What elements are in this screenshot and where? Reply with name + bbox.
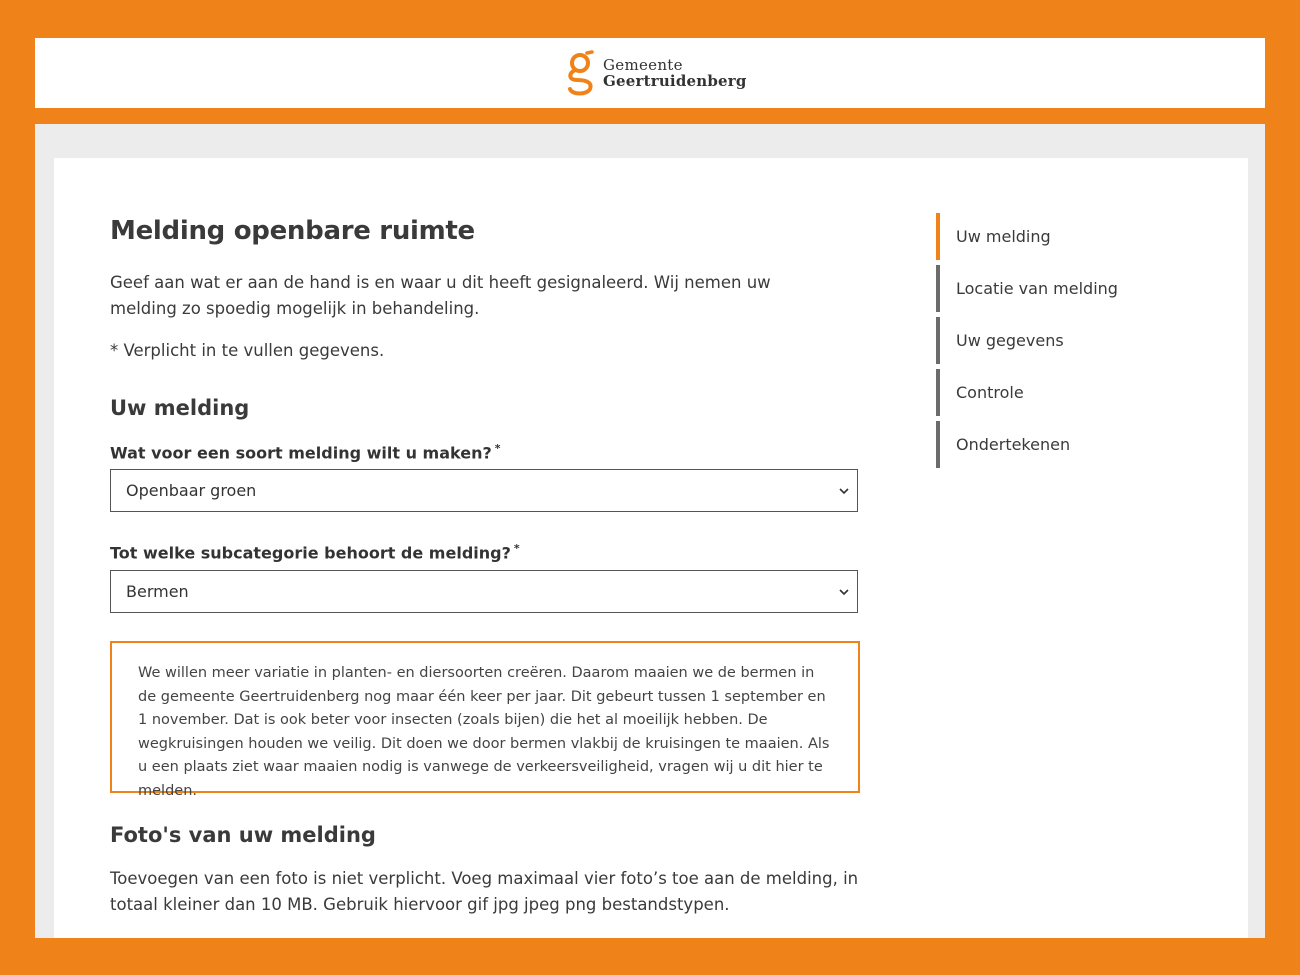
site-header	[35, 38, 1265, 124]
melding-type-label-text: Wat voor een soort melding wilt u maken?	[110, 443, 492, 463]
melding-type-value: Openbaar groen	[126, 481, 257, 500]
page-title: Melding openbare ruimte	[110, 216, 475, 246]
logo[interactable]	[565, 48, 747, 98]
subcategory-label	[110, 542, 520, 562]
subcategory-label-text: Tot welke subcategorie behoort de melding?	[110, 543, 511, 563]
subcategory-select[interactable]	[110, 570, 858, 613]
intro-text: Geef aan wat er aan de hand is en waar u dit heeft gesignaleerd. Wij nemen uw melding zo spoedig mogelijk in behandeling.	[110, 273, 771, 318]
section-heading-uw-melding: Uw melding	[110, 396, 250, 420]
step-label: Uw melding	[956, 227, 1051, 246]
foto-text: Toevoegen van een foto is niet verplicht. Voeg maximaal vier foto’s toe aan de melding, in totaal kleiner dan 10 MB. Gebruik hiervoor gif jpg jpeg png bestandstypen.	[110, 869, 859, 914]
subcategory-value: Bermen	[126, 582, 189, 601]
logo-line1: Gemeente	[603, 56, 683, 74]
step-label: Locatie van melding	[956, 279, 1118, 298]
logo-line2: Geertruidenberg	[603, 72, 747, 90]
required-note: * Verplicht in te vullen gegevens.	[110, 341, 385, 360]
step-label: Controle	[956, 383, 1024, 402]
chevron-down-icon	[837, 585, 851, 599]
step-ondertekenen[interactable]	[936, 421, 1196, 468]
chevron-down-icon	[837, 484, 851, 498]
melding-type-label	[110, 442, 501, 462]
step-uw-melding[interactable]	[936, 213, 1196, 260]
form-card	[54, 158, 1248, 938]
section-heading-foto: Foto's van uw melding	[110, 823, 376, 847]
step-locatie[interactable]	[936, 265, 1196, 312]
logo-text	[603, 57, 747, 89]
info-box: We willen meer variatie in planten- en diersoorten creëren. Daarom maaien we de bermen in de gemeente Geertruidenberg nog maar één keer per jaar. Dit gebeurt tussen 1 september en 1 november. Dat is ook beter voor insecten (zoals bijen) die het al moeilijk hebben. De wegkruisingen houden we veilig. Dit doen we door bermen vlakbij de kruisingen te maaien. Als u een plaats ziet waar maaien nodig is vanwege de verkeersveiligheid, vragen wij u dit hier te melden.	[110, 641, 860, 793]
required-marker: *	[494, 442, 501, 455]
step-uw-gegevens[interactable]	[936, 317, 1196, 364]
gemeente-logo-icon	[565, 50, 595, 96]
page-frame	[35, 38, 1265, 938]
step-controle[interactable]	[936, 369, 1196, 416]
progress-steps	[936, 213, 1196, 473]
melding-type-select[interactable]	[110, 469, 858, 512]
step-label: Uw gegevens	[956, 331, 1064, 350]
step-label: Ondertekenen	[956, 435, 1071, 454]
required-marker: *	[513, 542, 520, 555]
